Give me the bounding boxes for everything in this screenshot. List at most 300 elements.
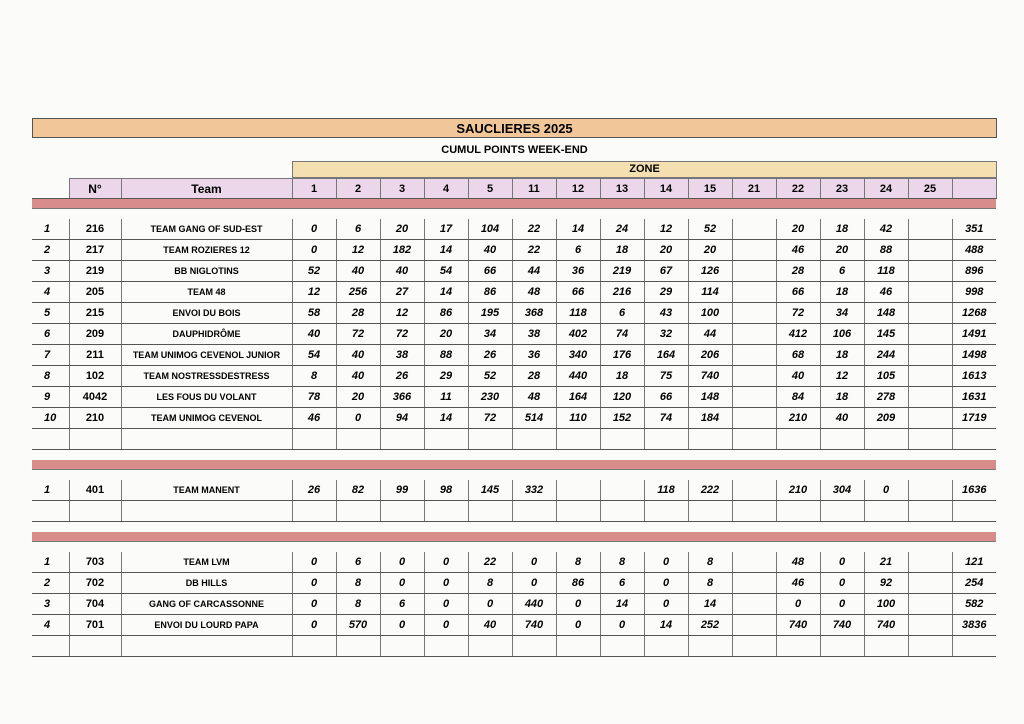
rank-cell: 8 (32, 366, 69, 387)
score-cell: 195 (468, 303, 512, 324)
total-cell: 582 (952, 594, 996, 615)
score-cell: 29 (644, 282, 688, 303)
score-cell: 42 (864, 219, 908, 240)
score-cell (732, 261, 776, 282)
header-zone: 5 (468, 179, 512, 199)
empty-cell (644, 501, 688, 522)
score-cell: 40 (380, 261, 424, 282)
score-cell: 22 (512, 240, 556, 261)
team-cell: TEAM NOSTRESSDESTRESS (121, 366, 292, 387)
score-cell: 0 (380, 615, 424, 636)
header-zone: 24 (864, 179, 908, 199)
table-row (32, 480, 996, 501)
score-cell: 34 (820, 303, 864, 324)
score-cell: 28 (512, 366, 556, 387)
number-cell: 704 (69, 594, 121, 615)
score-cell: 20 (688, 240, 732, 261)
score-cell: 244 (864, 345, 908, 366)
score-cell: 12 (336, 240, 380, 261)
score-cell: 12 (292, 282, 336, 303)
header-zone: 4 (424, 179, 468, 199)
score-cell (732, 480, 776, 501)
header-zone: 13 (600, 179, 644, 199)
total-cell: 488 (952, 240, 996, 261)
rank-cell: 7 (32, 345, 69, 366)
score-cell: 66 (556, 282, 600, 303)
score-cell: 18 (820, 345, 864, 366)
score-cell: 12 (380, 303, 424, 324)
team-cell: GANG OF CARCASSONNE (121, 594, 292, 615)
empty-cell (732, 429, 776, 450)
score-cell: 209 (864, 408, 908, 429)
empty-cell (688, 429, 732, 450)
empty-cell (908, 636, 952, 657)
score-cell: 20 (644, 240, 688, 261)
score-cell: 20 (424, 324, 468, 345)
score-cell (908, 240, 952, 261)
score-cell: 6 (336, 219, 380, 240)
score-cell: 17 (424, 219, 468, 240)
score-cell (556, 480, 600, 501)
score-cell: 514 (512, 408, 556, 429)
number-cell: 211 (69, 345, 121, 366)
group-separator (32, 460, 996, 470)
number-cell: 701 (69, 615, 121, 636)
sheet-subtitle: CUMUL POINTS WEEK-END (441, 144, 588, 156)
table-row (32, 573, 996, 594)
score-cell: 78 (292, 387, 336, 408)
score-cell: 44 (688, 324, 732, 345)
empty-cell (69, 501, 121, 522)
rank-cell: 1 (32, 480, 69, 501)
score-cell: 43 (644, 303, 688, 324)
score-cell: 28 (776, 261, 820, 282)
score-cell: 206 (688, 345, 732, 366)
score-cell: 0 (556, 615, 600, 636)
empty-cell (121, 501, 292, 522)
team-cell: TEAM 48 (121, 282, 292, 303)
header-zone: 22 (776, 179, 820, 199)
score-cell: 14 (644, 615, 688, 636)
empty-cell (32, 636, 69, 657)
gap-cell (32, 542, 996, 553)
score-cell: 40 (468, 615, 512, 636)
score-cell (732, 366, 776, 387)
score-cell (732, 408, 776, 429)
score-cell: 104 (468, 219, 512, 240)
table-row (32, 282, 996, 303)
score-cell: 46 (776, 240, 820, 261)
score-cell: 0 (864, 480, 908, 501)
total-cell: 254 (952, 573, 996, 594)
team-cell: BB NIGLOTINS (121, 261, 292, 282)
score-cell: 740 (776, 615, 820, 636)
score-cell: 0 (292, 615, 336, 636)
score-cell: 38 (512, 324, 556, 345)
score-cell: 0 (424, 594, 468, 615)
empty-cell (864, 429, 908, 450)
header-zone: 12 (556, 179, 600, 199)
score-cell: 210 (776, 408, 820, 429)
header-pos-cell (32, 179, 69, 199)
score-cell: 8 (600, 552, 644, 573)
empty-cell (556, 636, 600, 657)
header-num: N° (69, 179, 121, 199)
score-cell: 66 (644, 387, 688, 408)
score-cell: 68 (776, 345, 820, 366)
empty-cell (468, 636, 512, 657)
score-cell: 126 (688, 261, 732, 282)
score-cell: 0 (644, 594, 688, 615)
number-cell: 217 (69, 240, 121, 261)
score-cell: 740 (688, 366, 732, 387)
score-cell: 0 (292, 573, 336, 594)
header-zone: 2 (336, 179, 380, 199)
empty-cell (380, 501, 424, 522)
separator-cell (32, 460, 996, 470)
gap-cell (32, 470, 996, 481)
score-cell: 0 (600, 615, 644, 636)
number-cell: 702 (69, 573, 121, 594)
number-cell: 215 (69, 303, 121, 324)
score-cell: 86 (468, 282, 512, 303)
score-cell: 66 (776, 282, 820, 303)
score-cell: 6 (380, 594, 424, 615)
score-cell: 0 (820, 594, 864, 615)
rank-cell: 9 (32, 387, 69, 408)
number-cell: 4042 (69, 387, 121, 408)
empty-cell (600, 429, 644, 450)
group-gap (32, 522, 996, 533)
score-cell: 118 (556, 303, 600, 324)
score-cell (908, 387, 952, 408)
score-cell: 48 (512, 282, 556, 303)
score-cell: 18 (600, 240, 644, 261)
score-cell: 18 (820, 219, 864, 240)
rank-cell: 4 (32, 615, 69, 636)
empty-row (32, 429, 996, 450)
score-cell: 92 (864, 573, 908, 594)
score-cell: 0 (380, 573, 424, 594)
score-cell: 8 (556, 552, 600, 573)
empty-cell (952, 429, 996, 450)
number-cell: 401 (69, 480, 121, 501)
score-cell (732, 303, 776, 324)
score-cell (908, 615, 952, 636)
results-table (32, 178, 997, 657)
group-gap (32, 470, 996, 481)
number-cell: 205 (69, 282, 121, 303)
score-cell (908, 324, 952, 345)
table-row (32, 552, 996, 573)
score-cell (908, 282, 952, 303)
team-cell: TEAM ROZIERES 12 (121, 240, 292, 261)
rank-cell: 3 (32, 261, 69, 282)
header-zone: 23 (820, 179, 864, 199)
empty-cell (512, 501, 556, 522)
score-cell: 0 (292, 240, 336, 261)
total-cell: 1498 (952, 345, 996, 366)
rank-cell: 1 (32, 219, 69, 240)
score-cell: 118 (644, 480, 688, 501)
score-cell: 36 (512, 345, 556, 366)
score-cell: 164 (556, 387, 600, 408)
number-cell: 209 (69, 324, 121, 345)
score-cell (732, 387, 776, 408)
table-row (32, 240, 996, 261)
score-cell: 6 (556, 240, 600, 261)
score-cell: 94 (380, 408, 424, 429)
score-cell (732, 282, 776, 303)
score-cell (908, 303, 952, 324)
header-zone: 14 (644, 179, 688, 199)
total-cell: 1631 (952, 387, 996, 408)
empty-cell (556, 501, 600, 522)
header-zone: 25 (908, 179, 952, 199)
score-cell: 58 (292, 303, 336, 324)
score-cell: 12 (820, 366, 864, 387)
team-cell: TEAM LVM (121, 552, 292, 573)
score-cell: 0 (556, 594, 600, 615)
number-cell: 219 (69, 261, 121, 282)
number-cell: 102 (69, 366, 121, 387)
score-cell: 40 (820, 408, 864, 429)
score-cell: 110 (556, 408, 600, 429)
empty-cell (32, 501, 69, 522)
score-cell: 82 (336, 480, 380, 501)
rank-cell: 6 (32, 324, 69, 345)
rank-cell: 1 (32, 552, 69, 573)
empty-cell (121, 429, 292, 450)
header-zone: 21 (732, 179, 776, 199)
empty-cell (600, 636, 644, 657)
score-cell: 100 (688, 303, 732, 324)
score-cell: 740 (820, 615, 864, 636)
empty-cell (121, 636, 292, 657)
score-cell: 0 (468, 594, 512, 615)
score-cell: 105 (864, 366, 908, 387)
score-cell: 14 (556, 219, 600, 240)
empty-cell (292, 501, 336, 522)
number-cell: 216 (69, 219, 121, 240)
empty-cell (820, 636, 864, 657)
score-cell: 304 (820, 480, 864, 501)
empty-cell (512, 636, 556, 657)
score-cell: 20 (820, 240, 864, 261)
empty-cell (908, 501, 952, 522)
team-cell: DB HILLS (121, 573, 292, 594)
empty-cell (820, 501, 864, 522)
score-cell (732, 345, 776, 366)
empty-cell (380, 636, 424, 657)
score-cell: 570 (336, 615, 380, 636)
score-cell: 46 (292, 408, 336, 429)
empty-cell (688, 636, 732, 657)
empty-cell (424, 429, 468, 450)
score-cell: 8 (468, 573, 512, 594)
score-cell: 740 (864, 615, 908, 636)
score-cell: 0 (512, 573, 556, 594)
score-cell: 148 (864, 303, 908, 324)
empty-cell (292, 636, 336, 657)
empty-row (32, 636, 996, 657)
score-cell: 0 (292, 219, 336, 240)
score-cell: 72 (468, 408, 512, 429)
score-cell: 118 (864, 261, 908, 282)
number-cell: 703 (69, 552, 121, 573)
score-cell: 6 (600, 573, 644, 594)
separator-cell (32, 532, 996, 542)
empty-cell (952, 501, 996, 522)
score-cell: 8 (688, 552, 732, 573)
team-cell: TEAM GANG OF SUD-EST (121, 219, 292, 240)
results-body (32, 179, 996, 657)
score-cell: 6 (336, 552, 380, 573)
rank-cell: 2 (32, 240, 69, 261)
rank-cell: 3 (32, 594, 69, 615)
score-cell: 52 (292, 261, 336, 282)
empty-cell (600, 501, 644, 522)
score-cell (600, 480, 644, 501)
score-cell (732, 573, 776, 594)
score-cell: 440 (556, 366, 600, 387)
score-cell: 18 (820, 387, 864, 408)
score-cell: 176 (600, 345, 644, 366)
empty-cell (820, 429, 864, 450)
total-cell: 1491 (952, 324, 996, 345)
header-row (32, 179, 996, 199)
score-cell: 46 (776, 573, 820, 594)
empty-cell (468, 501, 512, 522)
score-cell: 40 (776, 366, 820, 387)
score-cell: 38 (380, 345, 424, 366)
team-cell: LES FOUS DU VOLANT (121, 387, 292, 408)
total-cell: 1268 (952, 303, 996, 324)
header-team: Team (121, 179, 292, 199)
team-cell: TEAM UNIMOG CEVENOL JUNIOR (121, 345, 292, 366)
score-cell: 26 (468, 345, 512, 366)
empty-cell (644, 429, 688, 450)
score-cell: 84 (776, 387, 820, 408)
score-cell (732, 615, 776, 636)
score-cell (908, 366, 952, 387)
score-cell: 0 (336, 408, 380, 429)
score-cell: 88 (864, 240, 908, 261)
empty-cell (732, 501, 776, 522)
separator-cell (32, 199, 996, 209)
score-cell: 29 (424, 366, 468, 387)
group-gap (32, 209, 996, 220)
score-cell: 0 (424, 615, 468, 636)
score-cell: 67 (644, 261, 688, 282)
score-cell: 98 (424, 480, 468, 501)
score-cell: 21 (864, 552, 908, 573)
score-cell: 44 (512, 261, 556, 282)
rank-cell: 4 (32, 282, 69, 303)
empty-cell (776, 501, 820, 522)
score-cell: 54 (424, 261, 468, 282)
score-cell: 219 (600, 261, 644, 282)
total-cell: 351 (952, 219, 996, 240)
empty-cell (864, 636, 908, 657)
score-cell (908, 261, 952, 282)
team-cell: TEAM UNIMOG CEVENOL (121, 408, 292, 429)
rank-cell: 5 (32, 303, 69, 324)
group-separator (32, 199, 996, 209)
score-cell: 20 (776, 219, 820, 240)
empty-cell (69, 636, 121, 657)
score-cell: 40 (336, 345, 380, 366)
score-cell: 52 (688, 219, 732, 240)
header-zone: 11 (512, 179, 556, 199)
empty-cell (468, 429, 512, 450)
score-cell: 74 (644, 408, 688, 429)
score-cell: 0 (644, 552, 688, 573)
score-cell (732, 219, 776, 240)
score-cell: 99 (380, 480, 424, 501)
score-cell: 0 (292, 552, 336, 573)
score-cell: 20 (380, 219, 424, 240)
score-cell: 26 (292, 480, 336, 501)
score-cell: 740 (512, 615, 556, 636)
total-cell: 896 (952, 261, 996, 282)
score-cell: 114 (688, 282, 732, 303)
score-cell: 72 (776, 303, 820, 324)
score-cell (908, 408, 952, 429)
score-cell (732, 240, 776, 261)
table-row (32, 303, 996, 324)
score-cell: 256 (336, 282, 380, 303)
score-cell: 75 (644, 366, 688, 387)
score-cell: 332 (512, 480, 556, 501)
score-cell: 340 (556, 345, 600, 366)
empty-cell (336, 429, 380, 450)
total-cell: 1636 (952, 480, 996, 501)
score-cell: 18 (820, 282, 864, 303)
empty-cell (908, 429, 952, 450)
header-total (952, 179, 996, 199)
score-cell: 440 (512, 594, 556, 615)
group-separator (32, 532, 996, 542)
zone-header: ZONE (292, 161, 997, 178)
score-cell: 0 (424, 573, 468, 594)
score-cell (908, 552, 952, 573)
empty-cell (556, 429, 600, 450)
rank-cell: 2 (32, 573, 69, 594)
score-cell: 252 (688, 615, 732, 636)
score-cell: 66 (468, 261, 512, 282)
score-cell: 0 (512, 552, 556, 573)
score-cell (732, 594, 776, 615)
score-cell: 366 (380, 387, 424, 408)
score-cell: 368 (512, 303, 556, 324)
empty-cell (336, 636, 380, 657)
score-cell (908, 573, 952, 594)
score-cell: 86 (556, 573, 600, 594)
score-cell: 74 (600, 324, 644, 345)
empty-cell (424, 501, 468, 522)
score-cell: 6 (820, 261, 864, 282)
empty-cell (292, 429, 336, 450)
score-cell: 11 (424, 387, 468, 408)
score-cell: 14 (424, 408, 468, 429)
empty-cell (512, 429, 556, 450)
score-cell: 88 (424, 345, 468, 366)
gap-cell (32, 209, 996, 220)
score-cell: 0 (820, 552, 864, 573)
header-zone: 15 (688, 179, 732, 199)
score-cell: 14 (688, 594, 732, 615)
